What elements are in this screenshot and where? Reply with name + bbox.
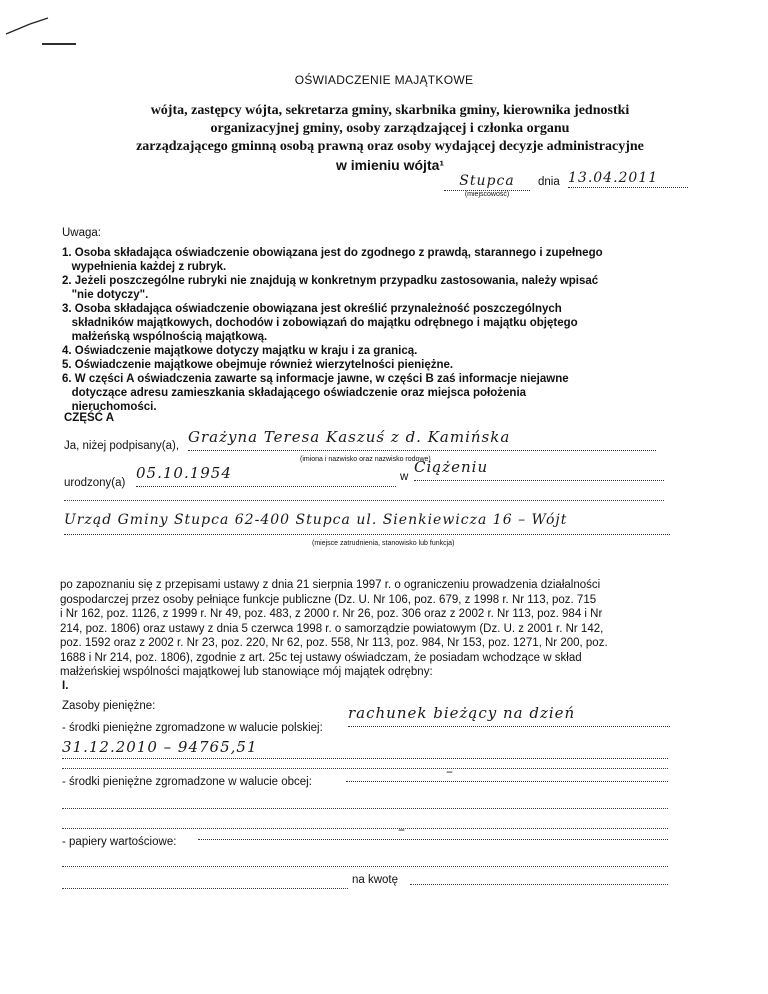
legal-line: 214, poz. 1806) oraz ustawy z dnia 5 czerwca 1998 r. o samorządzie powiatowym (Dz. U. z 2001 r. Nr 142, xyxy=(60,622,604,635)
legal-line: poz. 1592 oraz z 2002 r. Nr 23, poz. 220, Nr 62, poz. 558, Nr 113, poz. 984, Nr 153, poz. 1271, Nr 200, poz. xyxy=(60,637,608,649)
foreign-label: - środki pieniężne zgromadzone w walucie obcej: xyxy=(62,776,312,788)
employment-value: Urząd Gminy Stupca 62-400 Stupca ul. Sienkiewicza 16 – Wójt xyxy=(64,512,670,535)
part-a-heading: CZĘŚĆ A xyxy=(64,412,115,424)
uwaga-item: 5. Oświadczenie majątkowe obejmuje również wierzytelności pieniężne. xyxy=(62,359,454,371)
legal-text xyxy=(60,578,720,680)
uwaga-item: małżeńską wspólnością majątkową. xyxy=(62,331,268,343)
signed-caption: (imiona i nazwisko oraz nazwisko rodowe) xyxy=(300,456,431,463)
blank-line xyxy=(62,866,668,867)
uwaga-item: dotyczące adresu zamieszkania składającego oświadczenie oraz miejsca położenia xyxy=(62,387,527,399)
uwaga-item: wypełnienia każdej z rubryk. xyxy=(62,261,227,273)
subtitle-line-1: wójta, zastępcy wójta, sekretarza gminy, skarbnika gminy, kierownika jednostki xyxy=(150,103,630,118)
legal-line: i Nr 162, poz. 1126, z 1999 r. Nr 49, poz. 483, z 2000 r. Nr 26, poz. 306 oraz z 2002 r. Nr 113, poz. 984 i Nr xyxy=(60,608,603,620)
place-caption: (miejscowość) xyxy=(464,191,510,198)
section-i-subheading: Zasoby pieniężne: xyxy=(62,700,156,712)
uwaga-item: 3. Osoba składająca oświadczenie obowiązana jest określić przynależność poszczególnych xyxy=(62,303,562,315)
subtitle-line-3: zarządzającego gminną osobą prawną oraz osoby wydającej decyzje administracyjne xyxy=(136,139,644,154)
in-name-line: w imieniu wójta¹ xyxy=(335,157,445,173)
securities-value: – xyxy=(198,822,668,840)
pln-value-1: rachunek bieżący na dzień xyxy=(348,704,670,727)
place-value: Stupca xyxy=(444,173,530,191)
born-in-label: w xyxy=(400,471,409,483)
uwaga-item: 2. Jeżeli poszczególne rubryki nie znajdują w konkretnym przypadku zastosowania, należy wpisać xyxy=(62,275,599,287)
uwaga-heading: Uwaga: xyxy=(62,227,101,239)
securities-label: - papiery wartościowe: xyxy=(62,836,177,848)
signed-value: Grażyna Teresa Kaszuś z d. Kamińska xyxy=(188,428,656,451)
section-i-heading: I. xyxy=(62,680,69,692)
uwaga-item: nieruchomości. xyxy=(62,401,157,413)
legal-line: po zapoznaniu się z przepisami ustawy z dnia 21 sierpnia 1997 r. o ograniczeniu prowadzenia działalności xyxy=(60,579,601,591)
date-label: dnia xyxy=(538,176,560,188)
blank-line xyxy=(62,808,668,809)
blank-line xyxy=(62,888,348,889)
document-title: OŚWIADCZENIE MAJĄTKOWE xyxy=(294,73,474,87)
pln-label: - środki pieniężne zgromadzone w walucie polskiej: xyxy=(62,722,323,734)
amount-line xyxy=(410,884,668,885)
amount-label: na kwotę xyxy=(352,874,399,886)
born-place-value: Ciążeniu xyxy=(414,458,664,481)
foreign-value: – xyxy=(346,764,668,782)
born-label: urodzony(a) xyxy=(64,477,126,489)
born-date-value: 05.10.1954 xyxy=(136,464,396,487)
uwaga-item: 4. Oświadczenie majątkowe dotyczy majątku w kraju i za granicą. xyxy=(62,345,418,357)
date-value: 13.04.2011 xyxy=(568,170,688,188)
handwritten-mark-icon xyxy=(2,10,82,50)
legal-line: 1688 i Nr 214, poz. 1806), zgodnie z art. 25c tej ustawy oświadczam, że posiadam wchodzące w skład xyxy=(60,651,582,664)
uwaga-item: 6. W części A oświadczenia zawarte są informacje jawne, w części B zaś informacje niejawne xyxy=(62,373,569,385)
place-field xyxy=(444,173,530,198)
blank-line xyxy=(64,500,664,501)
uwaga-item: "nie dotyczy". xyxy=(62,289,149,301)
legal-line: gospodarczej przez osoby pełniące funkcje publiczne (Dz. U. Nr 106, poz. 679, z 1998 r. Nr 113, poz. 715 xyxy=(60,593,597,606)
pln-value-2: 31.12.2010 – 94765,51 xyxy=(62,738,668,759)
uwaga-list xyxy=(62,246,702,414)
legal-line: małżeńskiej wspólności majątkowej lub stanowiące mój majątek odrębny: xyxy=(60,666,433,678)
employment-caption: (miejsce zatrudnienia, stanowisko lub funkcja) xyxy=(312,540,455,547)
uwaga-item: składników majątkowych, dochodów i zobowiązań do majątku odrębnego i majątku objętego xyxy=(62,317,578,329)
uwaga-item: 1. Osoba składająca oświadczenie obowiązana jest do zgodnego z prawdą, starannego i zupełnego xyxy=(62,247,603,259)
signed-label: Ja, niżej podpisany(a), xyxy=(64,440,180,452)
subtitle-line-2: organizacyjnej gminy, osoby zarządzającej i członka organu xyxy=(210,121,570,136)
